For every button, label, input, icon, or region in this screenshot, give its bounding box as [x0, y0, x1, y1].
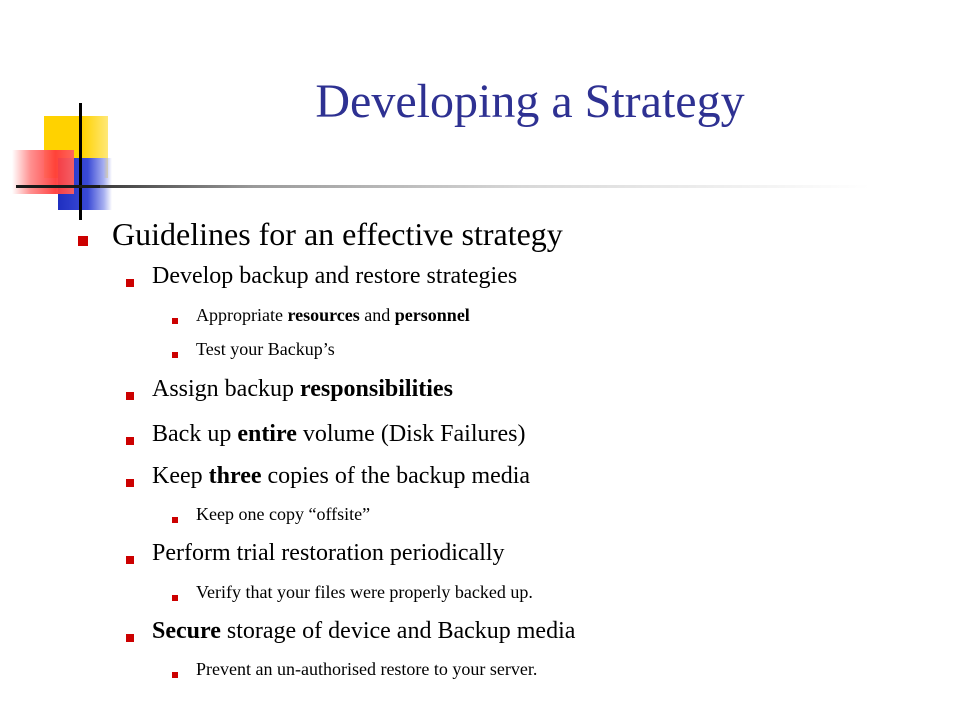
bullet-level2: Secure storage of device and Backup media	[152, 618, 576, 644]
bullet-marker	[126, 479, 134, 487]
bullet-level2: Back up entire volume (Disk Failures)	[152, 421, 526, 447]
bullet-level3: Appropriate resources and personnel	[196, 305, 470, 325]
bullet-marker	[126, 392, 134, 400]
bullet-marker	[126, 556, 134, 564]
bullet-marker	[172, 352, 178, 358]
bullet-marker	[172, 318, 178, 324]
bullet-level2: Keep three copies of the backup media	[152, 463, 531, 489]
decorative-logo	[0, 0, 140, 230]
bullet-level3: Keep one copy “offsite”	[196, 504, 371, 524]
bullet-marker	[78, 236, 88, 246]
vertical-rule	[79, 103, 82, 220]
bullet-level3: Prevent an un-authorised restore to your server.	[196, 659, 538, 679]
bullet-marker	[126, 279, 134, 287]
bullet-marker	[172, 517, 178, 523]
bullet-level1: Guidelines for an effective strategy	[112, 216, 563, 252]
bullet-level2: Perform trial restoration periodically	[152, 540, 505, 566]
bullet-marker	[172, 595, 178, 601]
slide-title: Developing a Strategy	[315, 75, 745, 128]
bullet-level3: Verify that your files were properly backed up.	[196, 582, 533, 602]
bullet-level2: Develop backup and restore strategies	[152, 263, 518, 289]
bullet-level3: Test your Backup’s	[196, 339, 335, 359]
title-underline	[100, 185, 870, 188]
bullet-marker	[172, 672, 178, 678]
bullet-marker	[126, 634, 134, 642]
bullet-marker	[126, 437, 134, 445]
bullet-level2: Assign backup responsibilities	[152, 376, 453, 402]
